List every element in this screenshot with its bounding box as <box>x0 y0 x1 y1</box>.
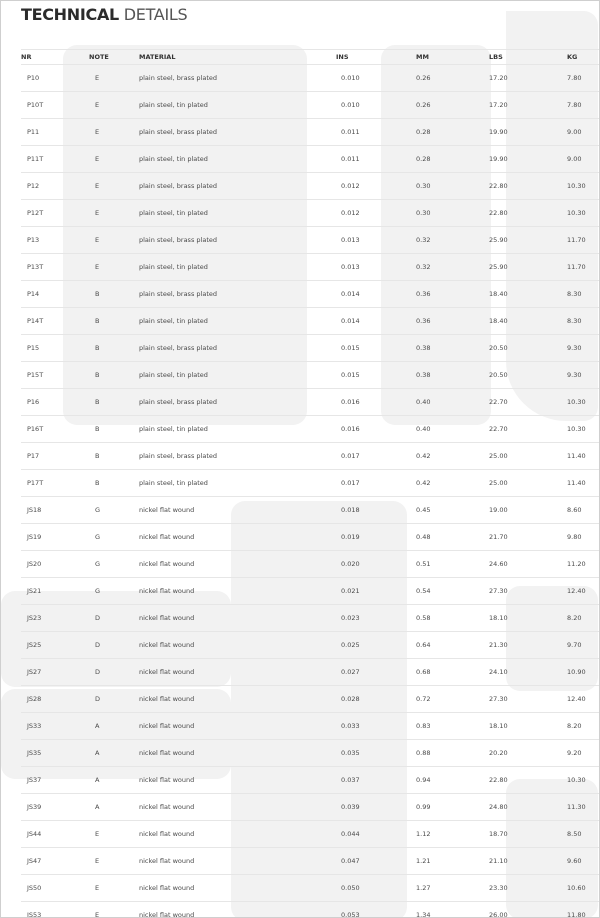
cell-mm: 0.72 <box>409 686 480 713</box>
table-row <box>21 605 600 632</box>
cell-mm: 0.30 <box>409 173 480 200</box>
cell-mm: 0.28 <box>409 119 480 146</box>
cell-note: E <box>89 92 139 119</box>
cell-note: B <box>89 335 139 362</box>
cell-kg: 10.30 <box>561 389 600 416</box>
cell-note: G <box>89 551 139 578</box>
cell-nr: P13T <box>21 254 89 281</box>
table-row <box>21 578 600 605</box>
cell-material: plain steel, tin plated <box>139 308 334 335</box>
cell-kg: 7.80 <box>561 92 600 119</box>
cell-note: B <box>89 362 139 389</box>
cell-note: D <box>89 632 139 659</box>
cell-mm: 0.42 <box>409 443 480 470</box>
cell-nr: JS25 <box>21 632 89 659</box>
cell-lbs: 24.60 <box>480 551 561 578</box>
column-header-lbs: LBS <box>480 50 561 65</box>
cell-nr: P16T <box>21 416 89 443</box>
cell-ins: 0.019 <box>334 524 409 551</box>
cell-nr: JS27 <box>21 659 89 686</box>
cell-mm: 0.83 <box>409 713 480 740</box>
cell-material: plain steel, tin plated <box>139 254 334 281</box>
cell-kg: 8.30 <box>561 308 600 335</box>
cell-lbs: 17.20 <box>480 92 561 119</box>
cell-ins: 0.015 <box>334 362 409 389</box>
cell-mm: 0.68 <box>409 659 480 686</box>
cell-kg: 9.80 <box>561 524 600 551</box>
cell-material: plain steel, tin plated <box>139 92 334 119</box>
cell-note: E <box>89 821 139 848</box>
cell-note: E <box>89 227 139 254</box>
cell-lbs: 21.30 <box>480 632 561 659</box>
cell-nr: P17T <box>21 470 89 497</box>
cell-mm: 0.32 <box>409 227 480 254</box>
cell-mm: 0.51 <box>409 551 480 578</box>
table-header-row <box>21 50 600 65</box>
cell-note: E <box>89 146 139 173</box>
cell-material: nickel flat wound <box>139 632 334 659</box>
cell-lbs: 17.20 <box>480 65 561 92</box>
cell-kg: 12.40 <box>561 686 600 713</box>
cell-ins: 0.014 <box>334 308 409 335</box>
cell-material: nickel flat wound <box>139 821 334 848</box>
cell-note: B <box>89 389 139 416</box>
cell-kg: 11.70 <box>561 227 600 254</box>
cell-material: plain steel, brass plated <box>139 173 334 200</box>
table-row <box>21 416 600 443</box>
cell-mm: 0.42 <box>409 470 480 497</box>
cell-mm: 0.45 <box>409 497 480 524</box>
cell-mm: 0.58 <box>409 605 480 632</box>
cell-lbs: 18.40 <box>480 281 561 308</box>
cell-ins: 0.050 <box>334 875 409 902</box>
table-row <box>21 767 600 794</box>
cell-material: plain steel, tin plated <box>139 416 334 443</box>
cell-note: A <box>89 794 139 821</box>
cell-nr: P16 <box>21 389 89 416</box>
cell-mm: 0.26 <box>409 65 480 92</box>
cell-nr: P11T <box>21 146 89 173</box>
table-row <box>21 686 600 713</box>
cell-lbs: 18.10 <box>480 605 561 632</box>
cell-ins: 0.044 <box>334 821 409 848</box>
table-row <box>21 821 600 848</box>
page-title <box>21 5 187 24</box>
cell-material: nickel flat wound <box>139 875 334 902</box>
table-row <box>21 470 600 497</box>
cell-lbs: 20.20 <box>480 740 561 767</box>
cell-material: nickel flat wound <box>139 713 334 740</box>
cell-note: A <box>89 740 139 767</box>
cell-mm: 0.36 <box>409 308 480 335</box>
cell-ins: 0.016 <box>334 389 409 416</box>
cell-kg: 10.30 <box>561 173 600 200</box>
cell-mm: 0.64 <box>409 632 480 659</box>
table-row <box>21 443 600 470</box>
cell-nr: P15T <box>21 362 89 389</box>
cell-material: plain steel, brass plated <box>139 443 334 470</box>
cell-kg: 10.30 <box>561 416 600 443</box>
cell-note: A <box>89 713 139 740</box>
cell-note: E <box>89 848 139 875</box>
cell-kg: 8.20 <box>561 605 600 632</box>
cell-kg: 10.90 <box>561 659 600 686</box>
table-row <box>21 308 600 335</box>
cell-lbs: 22.80 <box>480 173 561 200</box>
table-row <box>21 119 600 146</box>
cell-material: plain steel, brass plated <box>139 119 334 146</box>
cell-kg: 9.30 <box>561 335 600 362</box>
cell-material: nickel flat wound <box>139 659 334 686</box>
cell-kg: 10.30 <box>561 767 600 794</box>
cell-mm: 0.38 <box>409 362 480 389</box>
cell-lbs: 22.80 <box>480 200 561 227</box>
table-row <box>21 227 600 254</box>
cell-ins: 0.023 <box>334 605 409 632</box>
column-header-material: MATERIAL <box>139 50 334 65</box>
cell-lbs: 22.70 <box>480 389 561 416</box>
cell-ins: 0.011 <box>334 119 409 146</box>
cell-lbs: 23.30 <box>480 875 561 902</box>
cell-kg: 10.60 <box>561 875 600 902</box>
cell-note: A <box>89 767 139 794</box>
cell-ins: 0.015 <box>334 335 409 362</box>
cell-lbs: 19.90 <box>480 146 561 173</box>
table-body <box>21 65 600 918</box>
cell-nr: JS47 <box>21 848 89 875</box>
cell-mm: 1.12 <box>409 821 480 848</box>
cell-nr: JS33 <box>21 713 89 740</box>
table-row <box>21 335 600 362</box>
table-row <box>21 65 600 92</box>
cell-nr: JS19 <box>21 524 89 551</box>
cell-ins: 0.017 <box>334 443 409 470</box>
cell-kg: 8.60 <box>561 497 600 524</box>
cell-ins: 0.012 <box>334 173 409 200</box>
cell-nr: JS20 <box>21 551 89 578</box>
cell-note: B <box>89 470 139 497</box>
table-row <box>21 659 600 686</box>
cell-nr: JS37 <box>21 767 89 794</box>
cell-ins: 0.047 <box>334 848 409 875</box>
cell-kg: 9.60 <box>561 848 600 875</box>
cell-ins: 0.013 <box>334 227 409 254</box>
cell-mm: 0.48 <box>409 524 480 551</box>
cell-lbs: 25.90 <box>480 227 561 254</box>
cell-mm: 0.32 <box>409 254 480 281</box>
cell-material: nickel flat wound <box>139 794 334 821</box>
cell-ins: 0.025 <box>334 632 409 659</box>
cell-mm: 0.38 <box>409 335 480 362</box>
cell-material: nickel flat wound <box>139 740 334 767</box>
table-row <box>21 551 600 578</box>
cell-kg: 7.80 <box>561 65 600 92</box>
cell-nr: P15 <box>21 335 89 362</box>
title-strong: TECHNICAL <box>21 5 119 24</box>
table-row <box>21 632 600 659</box>
table-row <box>21 848 600 875</box>
cell-note: E <box>89 254 139 281</box>
cell-note: B <box>89 281 139 308</box>
cell-kg: 8.30 <box>561 281 600 308</box>
cell-lbs: 24.80 <box>480 794 561 821</box>
cell-lbs: 26.00 <box>480 902 561 918</box>
cell-note: E <box>89 902 139 918</box>
cell-note: E <box>89 200 139 227</box>
cell-lbs: 20.50 <box>480 362 561 389</box>
cell-mm: 0.36 <box>409 281 480 308</box>
cell-lbs: 27.30 <box>480 578 561 605</box>
cell-material: plain steel, brass plated <box>139 281 334 308</box>
cell-material: plain steel, brass plated <box>139 227 334 254</box>
cell-mm: 0.26 <box>409 92 480 119</box>
cell-material: nickel flat wound <box>139 686 334 713</box>
cell-lbs: 20.50 <box>480 335 561 362</box>
table-row <box>21 875 600 902</box>
cell-kg: 12.40 <box>561 578 600 605</box>
table-row <box>21 281 600 308</box>
cell-material: nickel flat wound <box>139 605 334 632</box>
cell-note: B <box>89 416 139 443</box>
cell-nr: P10T <box>21 92 89 119</box>
cell-ins: 0.017 <box>334 470 409 497</box>
cell-ins: 0.020 <box>334 551 409 578</box>
cell-note: D <box>89 605 139 632</box>
cell-material: plain steel, tin plated <box>139 470 334 497</box>
table-row <box>21 173 600 200</box>
cell-mm: 1.27 <box>409 875 480 902</box>
cell-nr: JS28 <box>21 686 89 713</box>
cell-material: nickel flat wound <box>139 578 334 605</box>
cell-nr: JS23 <box>21 605 89 632</box>
cell-lbs: 24.10 <box>480 659 561 686</box>
cell-material: nickel flat wound <box>139 551 334 578</box>
cell-material: nickel flat wound <box>139 524 334 551</box>
cell-ins: 0.010 <box>334 65 409 92</box>
cell-kg: 11.80 <box>561 902 600 918</box>
table-row <box>21 362 600 389</box>
cell-kg: 11.70 <box>561 254 600 281</box>
cell-kg: 10.30 <box>561 200 600 227</box>
cell-material: plain steel, brass plated <box>139 389 334 416</box>
column-header-nr: NR <box>21 50 89 65</box>
column-header-note: NOTE <box>89 50 139 65</box>
cell-lbs: 22.70 <box>480 416 561 443</box>
cell-nr: JS53 <box>21 902 89 918</box>
cell-material: plain steel, tin plated <box>139 362 334 389</box>
cell-material: plain steel, brass plated <box>139 65 334 92</box>
cell-nr: P12 <box>21 173 89 200</box>
cell-kg: 9.00 <box>561 119 600 146</box>
cell-material: nickel flat wound <box>139 848 334 875</box>
cell-ins: 0.016 <box>334 416 409 443</box>
cell-nr: JS21 <box>21 578 89 605</box>
cell-nr: P14 <box>21 281 89 308</box>
technical-details-table <box>21 49 600 918</box>
cell-mm: 0.94 <box>409 767 480 794</box>
cell-nr: JS50 <box>21 875 89 902</box>
cell-mm: 1.21 <box>409 848 480 875</box>
cell-lbs: 25.90 <box>480 254 561 281</box>
cell-lbs: 18.10 <box>480 713 561 740</box>
cell-kg: 11.30 <box>561 794 600 821</box>
cell-kg: 8.50 <box>561 821 600 848</box>
cell-nr: P14T <box>21 308 89 335</box>
cell-lbs: 27.30 <box>480 686 561 713</box>
cell-nr: P12T <box>21 200 89 227</box>
cell-ins: 0.035 <box>334 740 409 767</box>
cell-lbs: 21.10 <box>480 848 561 875</box>
column-header-mm: MM <box>409 50 480 65</box>
cell-nr: JS44 <box>21 821 89 848</box>
cell-kg: 9.70 <box>561 632 600 659</box>
cell-mm: 0.40 <box>409 389 480 416</box>
cell-ins: 0.039 <box>334 794 409 821</box>
cell-mm: 0.40 <box>409 416 480 443</box>
cell-kg: 11.40 <box>561 443 600 470</box>
cell-nr: JS18 <box>21 497 89 524</box>
cell-nr: P10 <box>21 65 89 92</box>
cell-mm: 0.99 <box>409 794 480 821</box>
cell-ins: 0.010 <box>334 92 409 119</box>
cell-ins: 0.027 <box>334 659 409 686</box>
cell-lbs: 19.90 <box>480 119 561 146</box>
cell-kg: 8.20 <box>561 713 600 740</box>
cell-nr: JS39 <box>21 794 89 821</box>
column-header-ins: INS <box>334 50 409 65</box>
cell-mm: 0.30 <box>409 200 480 227</box>
cell-mm: 0.28 <box>409 146 480 173</box>
table-row <box>21 146 600 173</box>
cell-kg: 11.20 <box>561 551 600 578</box>
cell-note: B <box>89 308 139 335</box>
cell-ins: 0.013 <box>334 254 409 281</box>
cell-ins: 0.028 <box>334 686 409 713</box>
cell-kg: 9.30 <box>561 362 600 389</box>
cell-material: nickel flat wound <box>139 902 334 918</box>
cell-ins: 0.053 <box>334 902 409 918</box>
cell-note: D <box>89 659 139 686</box>
cell-note: G <box>89 524 139 551</box>
cell-lbs: 19.00 <box>480 497 561 524</box>
cell-lbs: 25.00 <box>480 443 561 470</box>
table-row <box>21 92 600 119</box>
table-row <box>21 524 600 551</box>
table-row <box>21 254 600 281</box>
cell-note: G <box>89 497 139 524</box>
cell-ins: 0.021 <box>334 578 409 605</box>
table-row <box>21 200 600 227</box>
cell-note: E <box>89 875 139 902</box>
cell-nr: P13 <box>21 227 89 254</box>
cell-lbs: 18.70 <box>480 821 561 848</box>
cell-material: plain steel, brass plated <box>139 335 334 362</box>
cell-kg: 9.20 <box>561 740 600 767</box>
cell-ins: 0.014 <box>334 281 409 308</box>
column-header-kg: KG <box>561 50 600 65</box>
cell-material: plain steel, tin plated <box>139 200 334 227</box>
table-row <box>21 740 600 767</box>
table-row <box>21 497 600 524</box>
cell-ins: 0.011 <box>334 146 409 173</box>
cell-kg: 9.00 <box>561 146 600 173</box>
table-row <box>21 794 600 821</box>
cell-material: nickel flat wound <box>139 497 334 524</box>
cell-mm: 0.54 <box>409 578 480 605</box>
table-row <box>21 902 600 918</box>
cell-note: E <box>89 173 139 200</box>
cell-ins: 0.018 <box>334 497 409 524</box>
cell-nr: P17 <box>21 443 89 470</box>
cell-note: E <box>89 119 139 146</box>
cell-lbs: 21.70 <box>480 524 561 551</box>
cell-lbs: 25.00 <box>480 470 561 497</box>
cell-kg: 11.40 <box>561 470 600 497</box>
cell-material: nickel flat wound <box>139 767 334 794</box>
cell-material: plain steel, tin plated <box>139 146 334 173</box>
cell-nr: JS35 <box>21 740 89 767</box>
cell-note: B <box>89 443 139 470</box>
cell-mm: 1.34 <box>409 902 480 918</box>
cell-note: G <box>89 578 139 605</box>
cell-lbs: 22.80 <box>480 767 561 794</box>
cell-ins: 0.012 <box>334 200 409 227</box>
cell-ins: 0.037 <box>334 767 409 794</box>
table-row <box>21 389 600 416</box>
cell-mm: 0.88 <box>409 740 480 767</box>
cell-lbs: 18.40 <box>480 308 561 335</box>
table-row <box>21 713 600 740</box>
cell-nr: P11 <box>21 119 89 146</box>
cell-ins: 0.033 <box>334 713 409 740</box>
cell-note: D <box>89 686 139 713</box>
cell-note: E <box>89 65 139 92</box>
title-light: DETAILS <box>118 5 188 24</box>
